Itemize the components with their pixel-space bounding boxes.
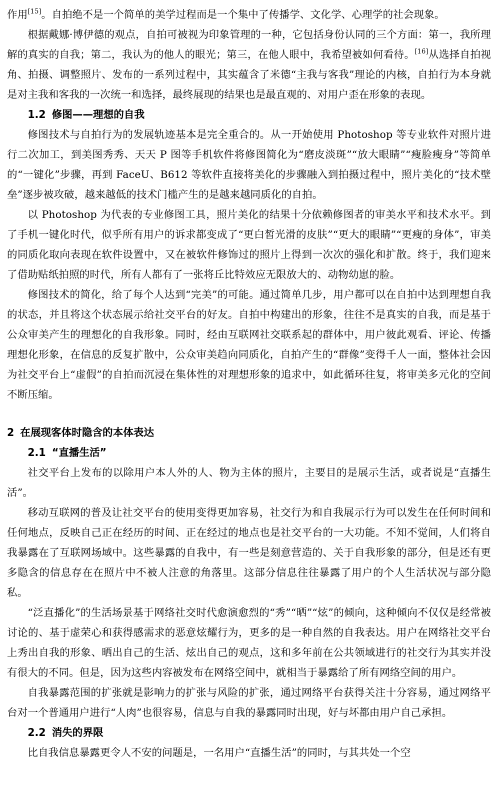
section-number: 2 xyxy=(7,427,15,439)
section-heading-2-1 xyxy=(7,443,491,463)
paragraph: 修图技术的简化，给了每个人达到“完美”的可能。通过简单几步，用户都可以在自拍中达到理想自我的状态，并且将这个状态展示给社交平台的好友。自拍中构建出的形象，往往不是真实的自我，而是基于公众审美产生的理想化的自我形象。同时，经由互联网社交联系起的群体中，用户彼此观看、评论、传播理想化形象，在信息的反复扩散中，公众审美趋向同质化，自拍产生的“群像”变得千人一面，整体社会因为社交平台上“虚假”的自拍而沉浸在集体性的对理想形象的追求中，如此循环往复，将审美多元化的空间不断压缩。 xyxy=(7,289,491,401)
paragraph: 移动互联网的普及让社交平台的使用变得更加容易，社交行为和自我展示行为可以发生在任何时间和任何地点，反映自己正在经历的时间、正在经过的地点也是社交平台的一大功能。不知不觉间，人们将自我暴露在了互联网场域中。这些暴露的自我中，有一些是刻意营造的、关于自我形象的部分，但是还有更多隐含的信息存在在照片中不被人注意的角落里。这部分信息往往暴露了用户的个人生活状况与部分隐私。 xyxy=(7,507,491,599)
section-title: 在展现客体时隐含的本体表达 xyxy=(20,427,155,439)
paragraph: 社交平台上发布的以除用户本人外的人、物为主体的照片，主要目的是展示生活，或者说是“直播生活”。 xyxy=(7,467,491,499)
paragraph xyxy=(7,25,491,105)
section-heading-1-2 xyxy=(7,105,491,125)
section-title: 消失的界限 xyxy=(51,727,104,739)
section-number: 2.2 xyxy=(27,727,46,739)
paragraph xyxy=(7,5,491,25)
section-title: “直播生活” xyxy=(51,447,107,459)
section-number: 2.1 xyxy=(27,447,46,459)
paragraph: 修图技术与自拍行为的发展轨迹基本是完全重合的。从一开始使用 Photoshop 等专业软件对照片进行二次加工，到美图秀秀、天天 P 图等手机软件将修图简化为“磨皮淡斑”“放大眼睛”“瘦脸瘦身”等简单的“一键化”步骤，再到 FaceU、B612 等软件直接将美化的步骤融入到拍摄过程中，照片美化的“技术壁垒”逐步被攻破，越来越低的技术门槛产生的是越来越同质化的自拍。 xyxy=(7,129,491,201)
paragraph-text: 根据戴娜·博伊德的观点，自拍可被视为印象管理的一种，它包括身份认同的三个方面：第一，我所理解的真实的自我；第二，我认为的他人的眼光；第三，在他人眼中，我希望被如何看待。 xyxy=(7,29,491,61)
section-heading-2-2 xyxy=(7,723,491,743)
citation-marker: [16] xyxy=(414,47,429,56)
paragraph: 以 Photoshop 为代表的专业修图工具，照片美化的结果十分依赖修图者的审美水平和技术水平。到了手机一键化时代，似乎所有用户的诉求都变成了“更白皙光滑的皮肤”“更大的眼睛”“更瘦的身体”，审美的同质化取向表现在软件设置中，又在被软件修饰过的照片上得到一次次的强化和扩散。终于，我们迎来了借助贴纸拍照的时代，所有人都有了一张将丘比特效应无限放大的、动物幼崽的脸。 xyxy=(7,209,491,281)
paragraph: “泛直播化”的生活场景基于网络社交时代愈演愈烈的“秀”“晒”“炫”的倾向，这种倾向不仅仅是经常被讨论的、基于虚荣心和获得感需求的恶意炫耀行为，更多的是一种自然的自我表达。用户在网络社交平台上秀出自我的形象、晒出自己的生活、炫出自己的观点，这和多年前在公共领域进行的社交行为其实并没有很大的不同。但是，因为这些内容被发布在网络空间中，就相当于暴露给了所有网络空间的用户。 xyxy=(7,607,491,679)
spacer xyxy=(7,405,491,423)
paragraph-text: 作用 xyxy=(7,9,28,21)
document-page xyxy=(7,5,491,763)
paragraph-text: 从选择自拍视角、拍摄、调整照片、发布的一系列过程中，其实蕴含了米德“主我与客我”理论的内核，自拍行为本身就是对主我和客我的一次统一和选择，最终展现的结果也是最直观的、对用户歪在形象的表现。 xyxy=(7,49,491,101)
section-heading-2 xyxy=(7,423,491,443)
citation-marker: [15] xyxy=(27,7,42,16)
paragraph-text: 。自拍绝不是一个简单的美学过程而是一个集中了传播学、文化学、心理学的社会现象。 xyxy=(41,9,445,21)
section-title: 修图——理想的自我 xyxy=(51,109,145,121)
paragraph: 比自我信息暴露更令人不安的问题是，一名用户“直播生活”的同时，与其共处一个空 xyxy=(27,747,411,759)
section-number: 1.2 xyxy=(27,109,46,121)
paragraph: 自我暴露范围的扩张就是影响力的扩张与风险的扩张，通过网络平台获得关注十分容易，通过网络平台对一个普通用户进行“人肉”也很容易，信息与自我的暴露同时出现，好与坏都由用户自己承担。 xyxy=(7,687,491,719)
